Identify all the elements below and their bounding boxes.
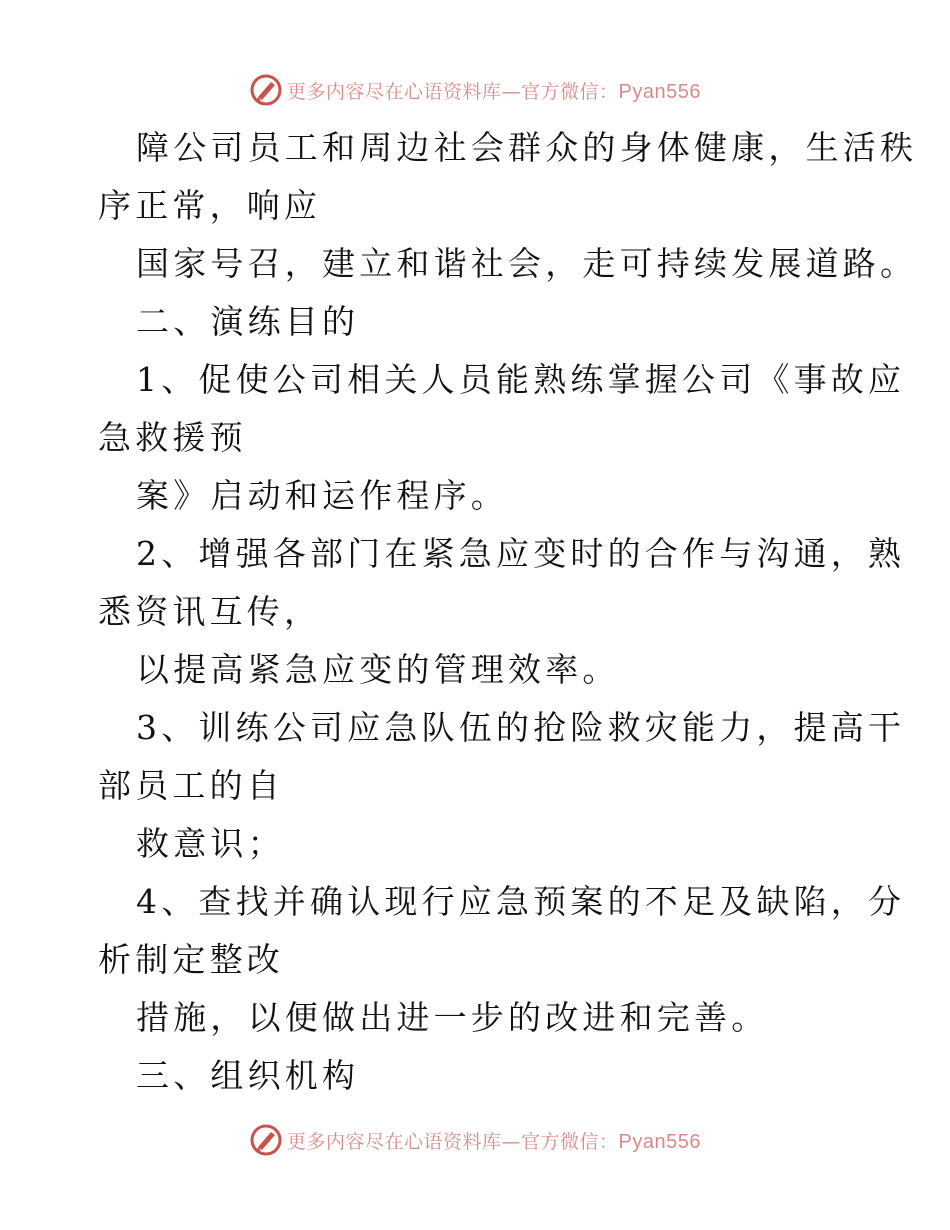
paragraph-line: 序正常，响应 [98,186,322,225]
paragraph-line: 部员工的自 [98,766,284,805]
paragraph-line: 1、促使公司相关人员能熟练掌握公司《事故应 [136,360,906,399]
paragraph-line: 以提高紧急应变的管理效率。 [136,650,620,689]
paragraph-line: 措施，以便做出进一步的改进和完善。 [136,998,769,1037]
pen-circle-logo-icon [249,1123,283,1157]
paragraph-line: 析制定整改 [98,940,284,979]
paragraph-line: 国家号召，建立和谐社会，走可持续发展道路。 [136,244,918,283]
paragraph-line: 悉资讯互传， [98,592,322,631]
section-heading: 二、演练目的 [136,302,360,341]
paragraph-line: 4、查找并确认现行应急预案的不足及缺陷，分 [136,882,906,921]
paragraph-line: 2、增强各部门在紧急应变时的合作与沟通，熟 [136,534,906,573]
watermark-text: 更多内容尽在心语资料库—官方微信：Pyan556 [287,1130,701,1153]
paragraph-line: 救意识； [136,824,285,863]
footer-watermark-banner [0,1120,950,1160]
paragraph-line: 障公司员工和周边社会群众的身体健康，生活秩 [136,128,918,167]
watermark-text: 更多内容尽在心语资料库—官方微信：Pyan556 [287,80,701,103]
paragraph-line: 3、训练公司应急队伍的抢险救灾能力，提高干 [136,708,906,747]
paragraph-line: 急救援预 [98,418,247,457]
section-heading: 三、组织机构 [136,1056,360,1095]
paragraph-line: 案》启动和运作程序。 [136,476,508,515]
